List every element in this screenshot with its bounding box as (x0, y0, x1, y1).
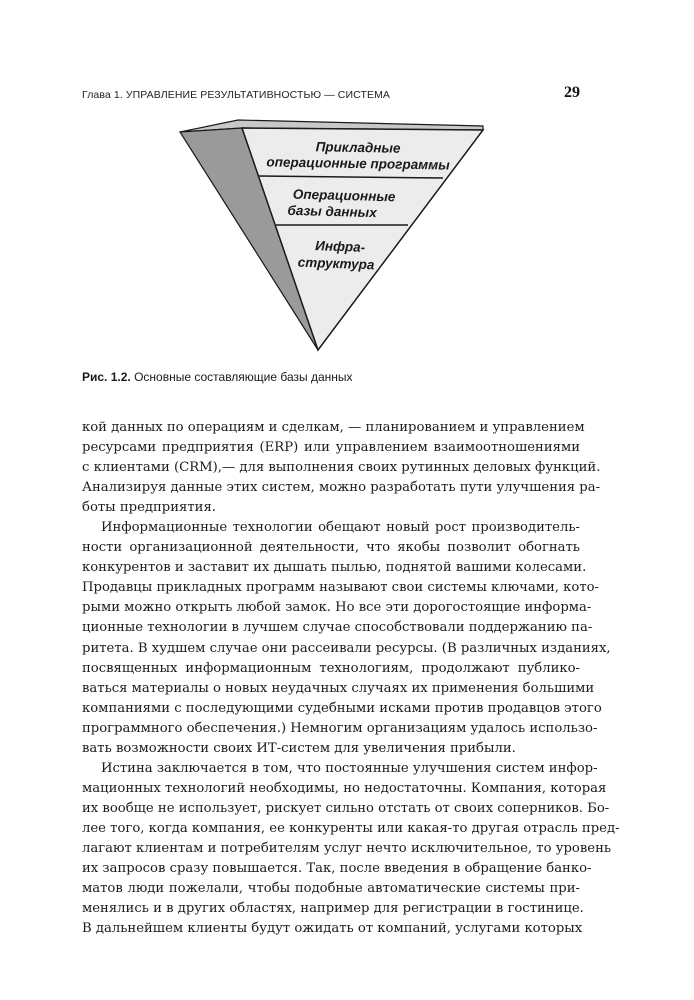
figure-number: Рис. 1.2. (82, 370, 131, 384)
text-line: ности организационной деятельности, что якобы позволит обогнать (82, 540, 580, 556)
text-line: их запросов сразу повышается. Так, после введения в обращение банко- (82, 861, 592, 877)
figure-caption (82, 370, 353, 384)
text-line: программного обеспечения.) Немногим организациям удалось использо- (82, 720, 598, 736)
database-pyramid-figure (170, 118, 490, 358)
pyramid-diagram (170, 118, 490, 358)
text-line: Анализируя данные этих систем, можно разработать пути улучшения ра- (82, 480, 601, 496)
text-line: ритета. В худшем случае они рассеивали ресурсы. (В различных изданиях, (82, 640, 611, 656)
page-number: 29 (564, 84, 580, 101)
text-line: Истина заключается в том, что постоянные улучшения систем инфор- (101, 760, 598, 776)
text-line: конкурентов и заставит их дышать пылью, поднятой вашими колесами. (82, 560, 587, 576)
layer-2-line-1: Операционные (292, 186, 396, 205)
text-line: вать возможности своих ИТ-систем для увеличения прибыли. (82, 740, 516, 756)
text-line: с клиентами (CRM),— для выполнения своих рутинных деловых функций. (82, 460, 601, 476)
text-line: матов люди пожелали, чтобы подобные автоматические системы при- (82, 881, 580, 897)
running-head (82, 86, 580, 108)
chapter-title: Глава 1. УПРАВЛЕНИЕ РЕЗУЛЬТАТИВНОСТЬЮ — СИСТЕМА (82, 89, 391, 101)
text-line: компаниями с последующими судебными исками против продавцов этого (82, 700, 602, 716)
text-line: Информационные технологии обещают новый рост производитель- (101, 520, 580, 536)
text-line: менялись и в других областях, например для регистрации в гостинице. (82, 901, 584, 917)
text-line: рыми можно открыть любой замок. Но все эти дорогостоящие информа- (82, 600, 592, 616)
text-line: боты предприятия. (82, 500, 216, 516)
layer-1-line-1: Прикладные (315, 139, 401, 156)
text-line: их вообще не использует, рискует сильно отстать от своих соперников. Бо- (82, 800, 610, 816)
layer-2-line-2: базы данных (287, 202, 377, 221)
text-line: ционные технологии в лучшем случае способствовали поддержанию па- (82, 620, 593, 636)
text-line: ваться материалы о новых неудачных случаях их применения большими (82, 680, 595, 696)
text-line: посвященных информационным технологиям, продолжают публико- (82, 660, 580, 676)
caption-text: Основные составляющие базы данных (130, 370, 353, 384)
text-line: Продавцы прикладных программ называют свои системы ключами, кото- (82, 580, 600, 596)
layer-3-line-2: структура (297, 254, 375, 273)
text-line: ресурсами предприятия (ERP) или управлением взаимоотношениями (82, 440, 580, 456)
layer-1-line-2: операционные программы (266, 154, 450, 173)
text-line: кой данных по операциям и сделкам, — планированием и управлением (82, 420, 585, 435)
body-text (82, 418, 620, 939)
layer-3-line-1: Инфра- (314, 238, 366, 255)
text-line: В дальнейшем клиенты будут ожидать от компаний, услугами которых (82, 921, 583, 937)
text-line: мационных технологий необходимы, но недостаточны. Компания, которая (82, 780, 607, 796)
text-line: лагают клиентам и потребителям услуг нечто исключительное, то уровень (82, 840, 612, 856)
text-line: лее того, когда компания, ее конкуренты или какая-то другая отрасль пред- (82, 820, 620, 836)
